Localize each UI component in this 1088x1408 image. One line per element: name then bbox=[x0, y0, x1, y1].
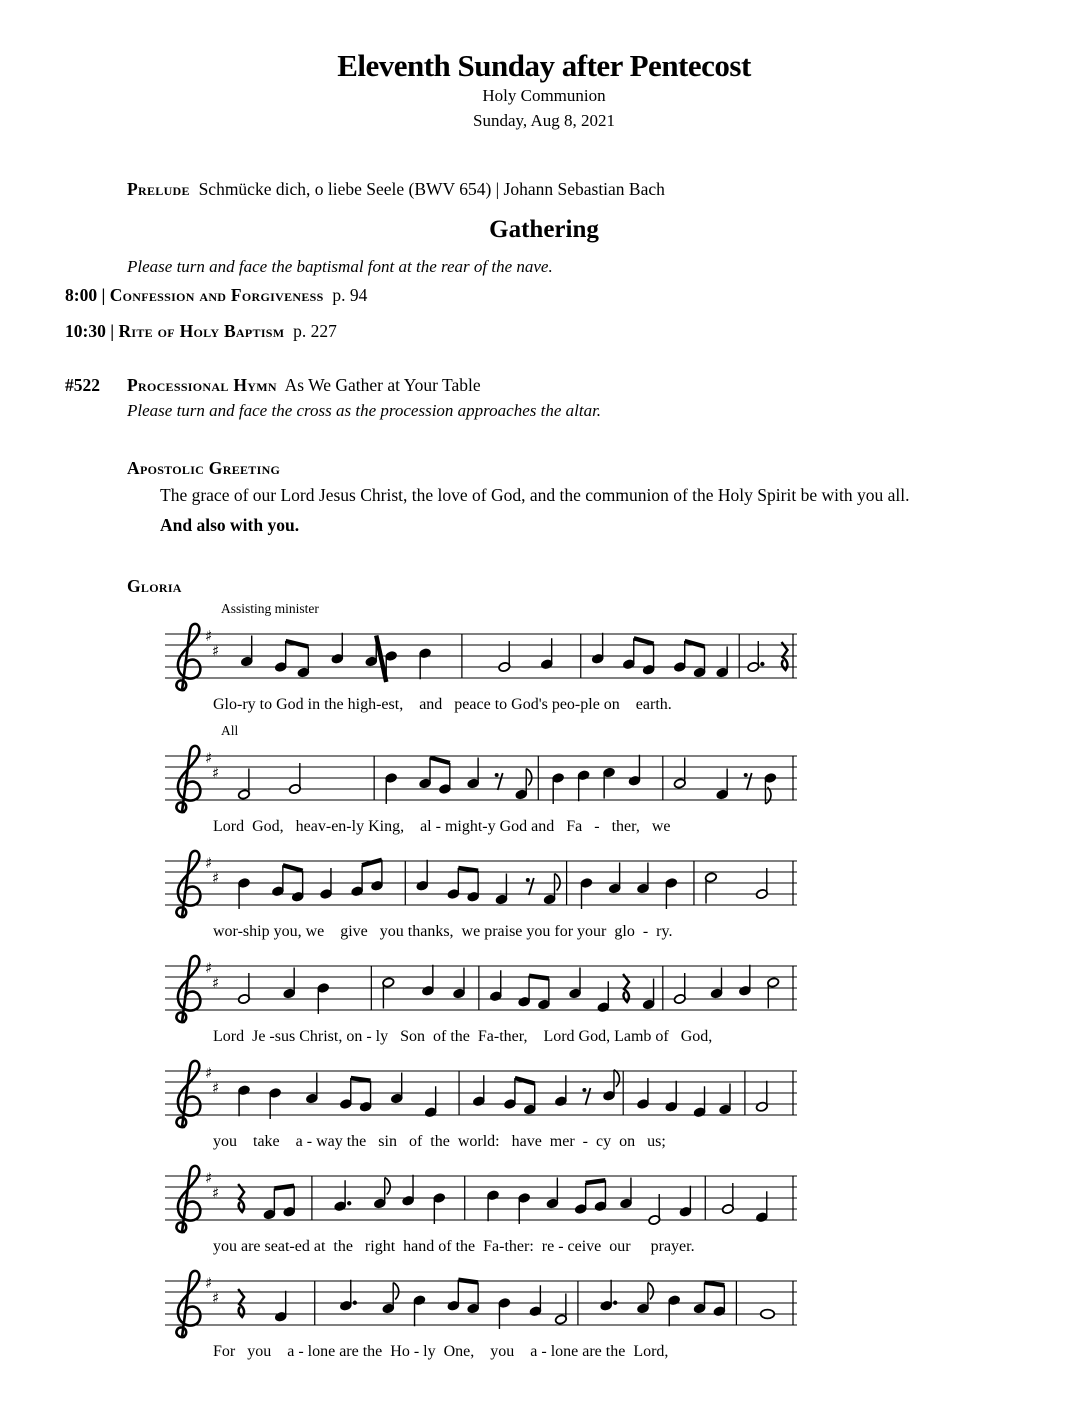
gloria-music-notation bbox=[163, 601, 803, 1364]
beam bbox=[274, 1186, 294, 1189]
sharp-icon: ♯ bbox=[212, 1184, 220, 1203]
hymn-title: As We Gather at Your Table bbox=[284, 375, 481, 396]
service-time: 10:30 bbox=[65, 321, 106, 342]
system-lyrics: you are seat-ed at the right hand of the Fa-ther: re - ceive our prayer. bbox=[213, 1238, 695, 1256]
sharp-icon: ♯ bbox=[205, 627, 213, 646]
sharp-icon: ♯ bbox=[212, 642, 220, 661]
augmentation-dot bbox=[760, 662, 764, 666]
system-lyrics: wor-ship you, we give you thanks, we praise you for your glo - ry. bbox=[213, 923, 673, 941]
eighth-flag-icon bbox=[393, 1283, 399, 1300]
sharp-icon: ♯ bbox=[212, 974, 220, 993]
note-head bbox=[761, 1310, 775, 1319]
music-staff-svg bbox=[163, 618, 803, 696]
service-line-800 bbox=[65, 285, 1088, 306]
apostolic-greeting-heading: Apostolic Greeting bbox=[127, 458, 281, 479]
system-lyrics: Lord Je -sus Christ, on - ly Son of the Fa-ther, Lord God, Lamb of God, bbox=[213, 1028, 713, 1046]
separator: | bbox=[110, 321, 115, 342]
music-system bbox=[163, 845, 803, 944]
music-staff-svg bbox=[163, 1055, 803, 1133]
service-page: p. 227 bbox=[293, 321, 337, 342]
prelude-text: Schmücke dich, o liebe Seele (BWV 654) | Johann Sebastian Bach bbox=[198, 179, 665, 200]
sharp-icon: ♯ bbox=[212, 1079, 220, 1098]
apostolic-greeting-response: And also with you. bbox=[160, 514, 300, 535]
beam bbox=[458, 868, 478, 871]
prelude-line bbox=[127, 179, 1088, 200]
beam bbox=[283, 865, 303, 871]
sharp-icon: ♯ bbox=[205, 959, 213, 978]
beam bbox=[705, 1283, 725, 1286]
music-system bbox=[163, 950, 803, 1049]
eighth-flag-icon bbox=[648, 1283, 654, 1300]
music-staff-svg bbox=[163, 1265, 803, 1343]
music-staff-svg bbox=[163, 845, 803, 923]
page-title: Eleventh Sunday after Pentecost bbox=[337, 48, 751, 83]
system-lyrics: Glo-ry to God in the high-est, and peace to God's peo-ple on earth. bbox=[213, 696, 672, 714]
beam bbox=[685, 641, 705, 647]
sharp-icon: ♯ bbox=[205, 1274, 213, 1293]
prelude-label: Prelude bbox=[127, 179, 190, 200]
gathering-rubric: Please turn and face the baptismal font at the rear of the nave. bbox=[127, 257, 553, 277]
eighth-rest-icon bbox=[582, 1088, 586, 1092]
music-staff-svg bbox=[163, 1160, 803, 1238]
service-page: p. 94 bbox=[332, 285, 368, 306]
system-lyrics: Lord God, heav-en-ly King, al - might-y God and Fa - ther, we bbox=[213, 818, 671, 836]
subtitle-date: Sunday, Aug 8, 2021 bbox=[473, 110, 615, 130]
subtitle-service: Holy Communion bbox=[482, 86, 606, 105]
eighth-rest-icon bbox=[744, 773, 748, 777]
beam bbox=[376, 636, 386, 683]
sharp-icon: ♯ bbox=[205, 749, 213, 768]
sharp-icon: ♯ bbox=[212, 869, 220, 888]
augmentation-dot bbox=[613, 1301, 617, 1305]
service-rite: Confession and Forgiveness bbox=[109, 285, 324, 306]
beam bbox=[529, 976, 549, 979]
eighth-rest-icon bbox=[495, 773, 499, 777]
beam bbox=[286, 641, 309, 647]
hymn-title-line bbox=[127, 375, 481, 396]
processional-hymn-line bbox=[0, 375, 1088, 396]
beam bbox=[586, 1180, 606, 1183]
processional-rubric: Please turn and face the cross as the procession approaches the altar. bbox=[127, 401, 602, 421]
hymn-label: Processional Hymn bbox=[127, 375, 277, 396]
beam bbox=[634, 638, 654, 644]
eighth-flag-icon bbox=[385, 1178, 391, 1195]
separator: | bbox=[101, 285, 106, 306]
beam bbox=[515, 1078, 535, 1084]
music-staff-svg bbox=[163, 950, 803, 1028]
system-lyrics: For you a - lone are the Ho - ly One, you a - lone are the Lord, bbox=[213, 1343, 669, 1361]
music-system bbox=[163, 1160, 803, 1259]
gloria-heading: Gloria bbox=[127, 576, 182, 597]
beam bbox=[430, 758, 450, 764]
augmentation-dot bbox=[353, 1301, 357, 1305]
augmentation-dot bbox=[347, 1201, 351, 1205]
sharp-icon: ♯ bbox=[205, 1169, 213, 1188]
gathering-heading: Gathering bbox=[489, 216, 599, 244]
system-voice-label: All bbox=[221, 723, 239, 739]
music-system bbox=[163, 723, 803, 839]
system-voice-label: Assisting minister bbox=[221, 601, 319, 617]
music-system bbox=[163, 601, 803, 717]
beam bbox=[458, 1280, 478, 1283]
eighth-flag-icon bbox=[526, 769, 532, 786]
eighth-flag-icon bbox=[614, 1070, 620, 1087]
service-time: 8:00 bbox=[65, 285, 98, 306]
bulletin-header bbox=[0, 0, 1088, 133]
music-system bbox=[163, 1055, 803, 1154]
eighth-flag-icon bbox=[555, 874, 561, 891]
sharp-icon: ♯ bbox=[205, 1064, 213, 1083]
sharp-icon: ♯ bbox=[212, 764, 220, 783]
beam bbox=[351, 1078, 371, 1081]
eighth-rest-icon bbox=[526, 878, 530, 882]
sharp-icon: ♯ bbox=[205, 854, 213, 873]
music-staff-svg bbox=[163, 740, 803, 818]
hymn-number: #522 bbox=[65, 375, 100, 396]
system-lyrics: you take a - way the sin of the world: have mer - cy on us; bbox=[213, 1133, 666, 1151]
music-system bbox=[163, 1265, 803, 1364]
sharp-icon: ♯ bbox=[212, 1289, 220, 1308]
apostolic-greeting-text: The grace of our Lord Jesus Christ, the love of God, and the communion of the Holy Spirit be with you all. bbox=[160, 485, 910, 506]
service-rite: Rite of Holy Baptism bbox=[118, 321, 285, 342]
service-line-1030 bbox=[65, 321, 1088, 342]
